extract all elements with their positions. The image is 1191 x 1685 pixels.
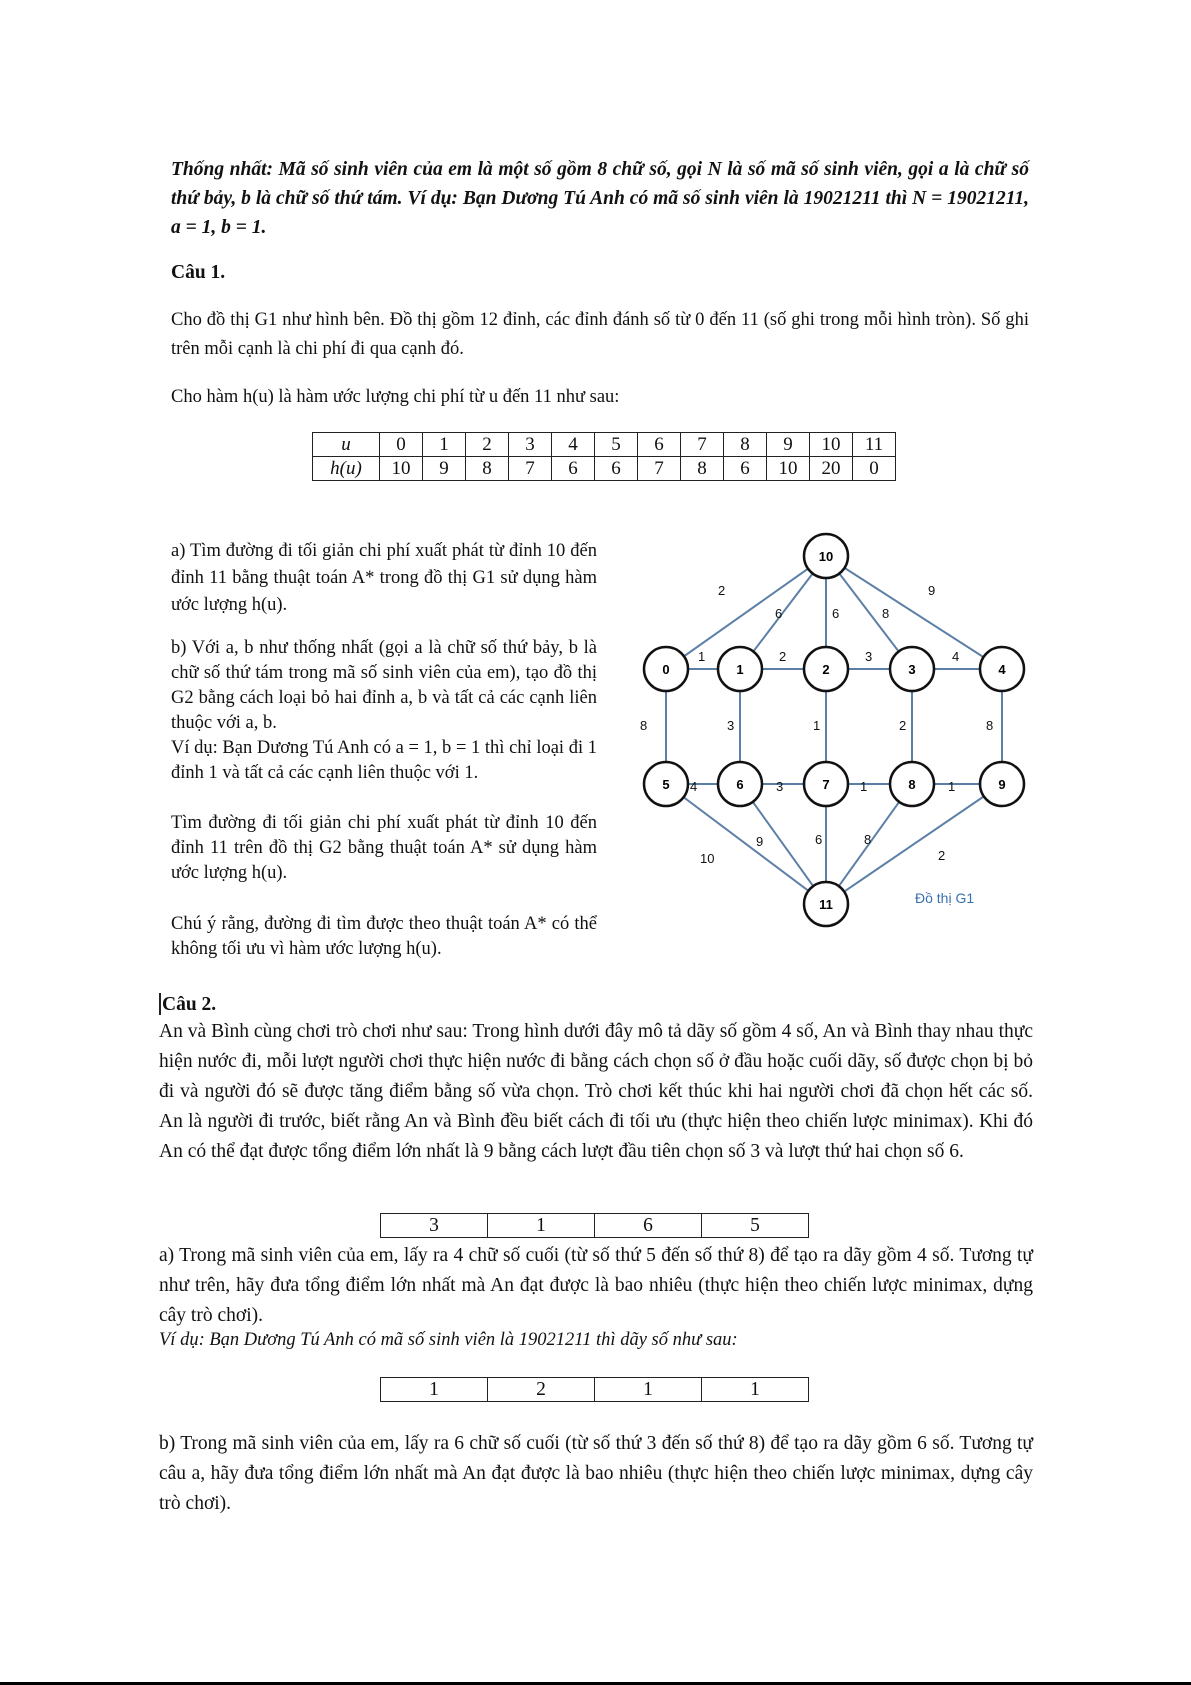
node-2 xyxy=(804,647,848,691)
svg-text:5: 5 xyxy=(662,777,670,792)
graph-g1 xyxy=(620,528,1040,928)
q1-note: Chú ý rằng, đường đi tìm được theo thuật toán A* có thể không tối ưu vì hàm ước lượng h(u). xyxy=(171,914,597,959)
edge-weight: 2 xyxy=(899,718,907,733)
svg-text:0: 0 xyxy=(662,662,670,677)
sequence-cell: 1 xyxy=(702,1378,809,1402)
h-cell: 8 xyxy=(466,457,509,481)
row-label-h: h(u) xyxy=(313,457,380,481)
edge-weight: 1 xyxy=(948,779,956,794)
heuristic-table xyxy=(312,432,896,481)
h-cell: 9 xyxy=(423,457,466,481)
sequence-row xyxy=(381,1378,809,1402)
edge-weight: 3 xyxy=(727,718,735,733)
node-7 xyxy=(804,762,848,806)
svg-text:1: 1 xyxy=(736,662,744,677)
svg-text:3: 3 xyxy=(908,662,916,677)
row-label-u: u xyxy=(313,433,380,457)
edge-weight: 10 xyxy=(700,851,715,866)
intro-paragraph: Thống nhất: Mã số sinh viên của em là một số gồm 8 chữ số, gọi N là số mã số sinh viên, gọi a là chữ số thứ bảy, b là chữ số thứ tám. Ví dụ: Bạn Dương Tú Anh có mã số sinh viên là 19021211 thì N = 19021211, a = 1, b = 1. xyxy=(171,159,1029,238)
node-3 xyxy=(890,647,934,691)
edge-weight: 3 xyxy=(865,649,873,664)
sequence-cell: 2 xyxy=(488,1378,595,1402)
edge-weight: 8 xyxy=(882,606,890,621)
edge-weight: 4 xyxy=(690,779,698,794)
edge-weight: 6 xyxy=(815,832,823,847)
q1-heuristic-intro: Cho hàm h(u) là hàm ước lượng chi phí từ u đến 11 như sau: xyxy=(171,387,620,407)
edge-weight: 9 xyxy=(756,834,764,849)
u-cell: 5 xyxy=(595,433,638,457)
q1-part-b: b) Với a, b như thống nhất (gọi a là chữ số thứ bảy, b là chữ số thứ tám trong mã số sinh viên của em), tạo đồ thị G2 bằng cách loại bỏ hai đỉnh a, b và tất cả các cạnh liên thuộc với a, b. xyxy=(171,638,597,733)
sequence-cell: 6 xyxy=(595,1214,702,1238)
text-cursor xyxy=(159,993,161,1015)
edge-weight: 6 xyxy=(832,606,840,621)
sequence-example-2 xyxy=(380,1377,809,1402)
edge-weight: 4 xyxy=(952,649,960,664)
svg-text:2: 2 xyxy=(822,662,830,677)
node-8 xyxy=(890,762,934,806)
node-0 xyxy=(644,647,688,691)
question-2-heading: Câu 2. xyxy=(162,994,217,1015)
graph-nodes xyxy=(644,534,1024,926)
svg-text:9: 9 xyxy=(998,777,1006,792)
h-cell: 6 xyxy=(724,457,767,481)
h-cell: 0 xyxy=(853,457,896,481)
edge-weight: 2 xyxy=(938,848,946,863)
h-cell: 7 xyxy=(638,457,681,481)
edge-weight: 1 xyxy=(698,649,706,664)
u-cell: 9 xyxy=(767,433,810,457)
svg-text:6: 6 xyxy=(736,777,744,792)
u-cell: 6 xyxy=(638,433,681,457)
sequence-row xyxy=(381,1214,809,1238)
q1-graph-description: Cho đồ thị G1 như hình bên. Đồ thị gồm 12 đỉnh, các đỉnh đánh số từ 0 đến 11 (số ghi trong mỗi hình tròn). Số ghi trên mỗi cạnh là chi phí đi qua cạnh đó. xyxy=(171,310,1029,359)
edge-weight-labels xyxy=(640,583,993,866)
edge-weight: 6 xyxy=(775,606,783,621)
h-cell: 6 xyxy=(552,457,595,481)
sequence-cell: 5 xyxy=(702,1214,809,1238)
u-cell: 10 xyxy=(810,433,853,457)
edge-weight: 8 xyxy=(864,832,872,847)
u-cell: 3 xyxy=(509,433,552,457)
q2-part-a: a) Trong mã sinh viên của em, lấy ra 4 chữ số cuối (từ số thứ 5 đến số thứ 8) để tạo ra dãy gồm 4 số. Tương tự như trên, hãy đưa tổng điểm lớn nhất mà An đạt được là bao nhiêu (thực hiện theo chiến lược minimax, dựng cây trò chơi). xyxy=(159,1245,1033,1326)
h-cell: 8 xyxy=(681,457,724,481)
q2-part-b: b) Trong mã sinh viên của em, lấy ra 6 chữ số cuối (từ số thứ 3 đến số thứ 8) để tạo ra dãy gồm 6 số. Tương tự câu a, hãy đưa tổng điểm lớn nhất mà An đạt được là bao nhiêu (thực hiện theo chiến lược minimax, dựng cây trò chơi). xyxy=(159,1433,1033,1514)
node-4 xyxy=(980,647,1024,691)
edge-weight: 1 xyxy=(813,718,821,733)
edge-weight: 8 xyxy=(640,718,648,733)
u-cell: 1 xyxy=(423,433,466,457)
heuristic-row-h xyxy=(313,457,896,481)
sequence-cell: 3 xyxy=(381,1214,488,1238)
edge-weight: 8 xyxy=(986,718,994,733)
h-cell: 10 xyxy=(767,457,810,481)
edge-weight: 2 xyxy=(779,649,787,664)
edge-weight: 2 xyxy=(718,583,726,598)
q2-example: Ví dụ: Bạn Dương Tú Anh có mã số sinh viên là 19021211 thì dãy số như sau: xyxy=(159,1330,738,1350)
sequence-cell: 1 xyxy=(595,1378,702,1402)
u-cell: 2 xyxy=(466,433,509,457)
svg-text:7: 7 xyxy=(822,777,830,792)
u-cell: 7 xyxy=(681,433,724,457)
svg-text:10: 10 xyxy=(818,549,834,564)
sequence-example-1 xyxy=(380,1213,809,1238)
edge-weight: 3 xyxy=(776,779,784,794)
q1-part-a: a) Tìm đường đi tối giản chi phí xuất phát từ đỉnh 10 đến đỉnh 11 bằng thuật toán A* trong đồ thị G1 sử dụng hàm ước lượng h(u). xyxy=(171,541,597,615)
h-cell: 10 xyxy=(380,457,423,481)
edge-weight: 1 xyxy=(860,779,868,794)
u-cell: 8 xyxy=(724,433,767,457)
q1-part-b-example: Ví dụ: Bạn Dương Tú Anh có a = 1, b = 1 thì chỉ loại đi 1 đỉnh 1 và tất cả các cạnh liên thuộc với 1. xyxy=(171,738,597,783)
sequence-cell: 1 xyxy=(381,1378,488,1402)
svg-text:11: 11 xyxy=(819,897,833,912)
sequence-cell: 1 xyxy=(488,1214,595,1238)
heuristic-row-u xyxy=(313,433,896,457)
h-cell: 7 xyxy=(509,457,552,481)
node-11 xyxy=(804,882,848,926)
question-1-heading: Câu 1. xyxy=(171,262,226,283)
svg-text:8: 8 xyxy=(908,777,916,792)
node-5 xyxy=(644,762,688,806)
q1-part-b-task: Tìm đường đi tối giản chi phí xuất phát từ đỉnh 10 đến đỉnh 11 trên đồ thị G2 bằng thuật toán A* sử dụng hàm ước lượng h(u). xyxy=(171,813,597,883)
h-cell: 20 xyxy=(810,457,853,481)
graph-caption: Đồ thị G1 xyxy=(915,890,975,906)
u-cell: 11 xyxy=(853,433,896,457)
h-cell: 6 xyxy=(595,457,638,481)
node-10 xyxy=(804,534,848,578)
node-1 xyxy=(718,647,762,691)
node-9 xyxy=(980,762,1024,806)
node-6 xyxy=(718,762,762,806)
q2-game-description: An và Bình cùng chơi trò chơi như sau: Trong hình dưới đây mô tả dãy số gồm 4 số, An và Bình thay nhau thực hiện nước đi, mỗi lượt người chơi thực hiện nước đi bằng cách chọn số ở đầu hoặc cuối dãy, số được chọn bị bỏ đi và người đó sẽ được tăng điểm bằng số vừa chọn. Trò chơi kết thúc khi hai người chơi đã chọn hết các số. An là người đi trước, biết rằng An và Bình đều biết cách đi tối ưu (thực hiện theo chiến lược minimax). Khi đó An có thể đạt được tổng điểm lớn nhất là 9 bằng cách lượt đầu tiên chọn số 3 và lượt thứ hai chọn số 6. xyxy=(159,1021,1033,1162)
svg-text:4: 4 xyxy=(998,662,1006,677)
edge-weight: 9 xyxy=(928,583,936,598)
u-cell: 0 xyxy=(380,433,423,457)
u-cell: 4 xyxy=(552,433,595,457)
